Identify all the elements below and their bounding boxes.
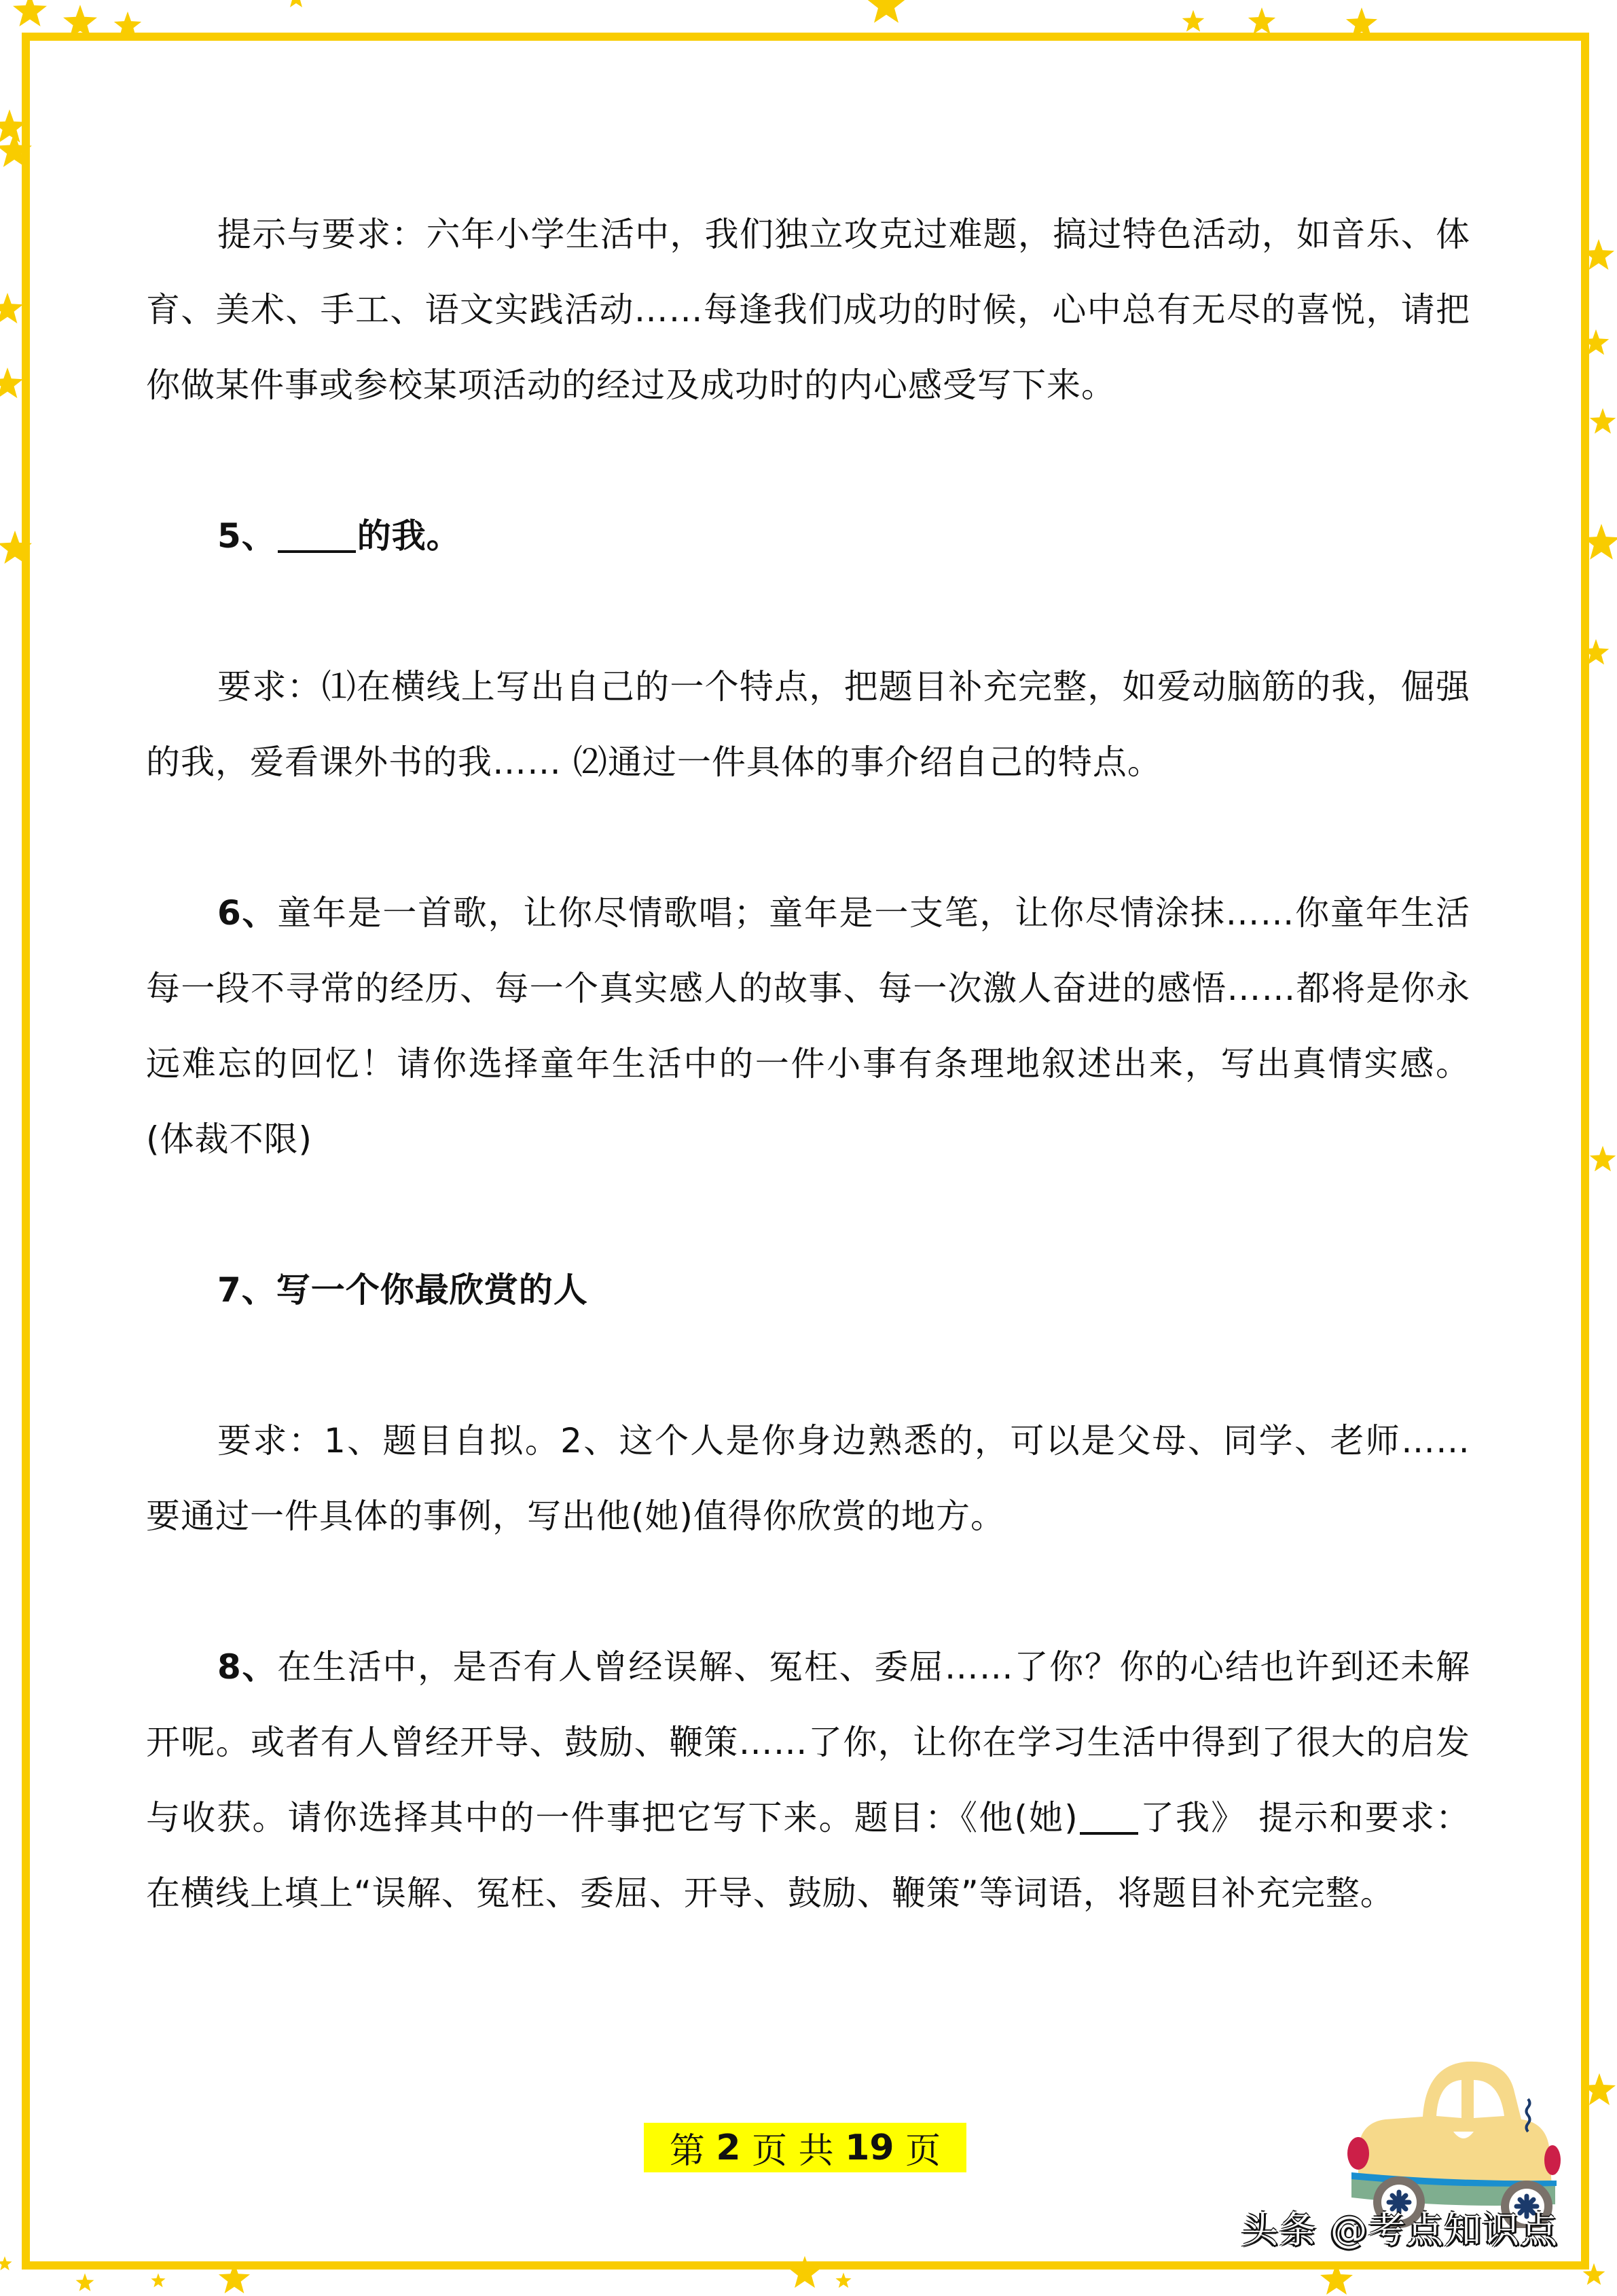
q5-requirements-paragraph: 要求：⑴在横线上写出自己的一个特点，把题目补充完整，如爱动脑筋的我，倔强的我，爱看课外书的我…… ⑵通过一件具体的事介绍自己的特点。: [146, 667, 1470, 782]
page-counter-prefix: 第: [669, 2131, 716, 2172]
star-icon: [1582, 2072, 1616, 2107]
star-icon: [0, 367, 24, 399]
star-icon: [1582, 639, 1610, 666]
star-icon: [0, 2254, 12, 2273]
page-counter-suffix: 页: [894, 2131, 941, 2172]
star-icon: [788, 2255, 822, 2289]
q6-number: 6、: [217, 893, 278, 933]
star-icon: [1343, 7, 1380, 39]
fill-blank: [1080, 1798, 1138, 1835]
page-counter-middle: 页 共: [740, 2131, 846, 2172]
star-icon: [1582, 326, 1610, 359]
star-icon: [862, 0, 910, 24]
star-icon: [217, 2262, 251, 2295]
star-icon: [1589, 1141, 1616, 1177]
q5-title-text: 的我。: [357, 516, 461, 556]
star-icon: [1247, 7, 1277, 35]
q8-number: 8、: [217, 1647, 278, 1687]
q5-title: [146, 499, 1470, 574]
star-icon: [1582, 2262, 1605, 2286]
q8-text-after-blank: 了我》 提示和要求：在横线上填上“误解、冤枉、委屈、开导、鼓励、鞭策”等词语，将题目补充完整。: [146, 1798, 1470, 1913]
star-icon: [0, 109, 30, 144]
q4-hint-paragraph: 提示与要求：六年小学生活中，我们独立攻克过难题，搞过特色活动，如音乐、体育、美术、手工、语文实践活动……每逢我们成功的时候，心中总有无尽的喜悦，请把你做某件事或参校某项活动的经过及成功时的内心感受写下来。: [146, 215, 1470, 405]
watermark: 头条 @考点知识点: [1241, 2208, 1559, 2251]
star-icon: [151, 2270, 166, 2291]
star-icon: [113, 11, 143, 39]
q6-text: 童年是一首歌，让你尽情歌唱；童年是一支笔，让你尽情涂抹……你童年生活每一段不寻常的经历、每一个真实感人的故事、每一次激人奋进的感悟……都将是你永远难忘的回忆！请你选择童年生活中的一件小事有条理地叙述出来，写出真情实感。(体裁不限): [146, 893, 1470, 1159]
star-icon: [835, 2272, 852, 2289]
q6-paragraph: [146, 876, 1470, 1177]
current-page-number: 2: [716, 2127, 741, 2168]
star-icon: [0, 292, 24, 325]
star-icon: [1318, 2262, 1356, 2296]
star-icon: [1582, 238, 1615, 272]
q7-title: 7、写一个你最欣赏的人: [217, 1270, 588, 1310]
document-body: [146, 197, 1470, 1931]
star-icon: [12, 0, 48, 34]
q7-requirements-paragraph: 要求：1、题目自拟。2、这个人是你身边熟悉的，可以是父母、同学、老师……要通过一件具体的事例，写出他(她)值得你欣赏的地方。: [146, 1421, 1470, 1536]
star-icon: [60, 4, 101, 39]
total-pages-number: 19: [845, 2127, 894, 2168]
page-counter: [644, 2123, 966, 2172]
q8-text-before-blank: 在生活中，是否有人曾经误解、冤枉、委屈……了你？你的心结也许到还未解开呢。或者有人曾经开导、鼓励、鞭策……了你，让你在学习生活中得到了很大的启发与收获。请你选择其中的一件事把它写下来。题目：《他(她): [146, 1647, 1470, 1837]
q8-paragraph: [146, 1630, 1470, 1931]
q5-number: 5、: [217, 516, 276, 556]
star-icon: [1582, 523, 1617, 561]
star-icon: [1182, 8, 1205, 34]
star-icon: [285, 0, 307, 8]
fill-blank: [278, 516, 356, 553]
star-icon: [0, 530, 34, 565]
star-icon: [75, 2273, 95, 2292]
star-icon: [1589, 401, 1616, 442]
